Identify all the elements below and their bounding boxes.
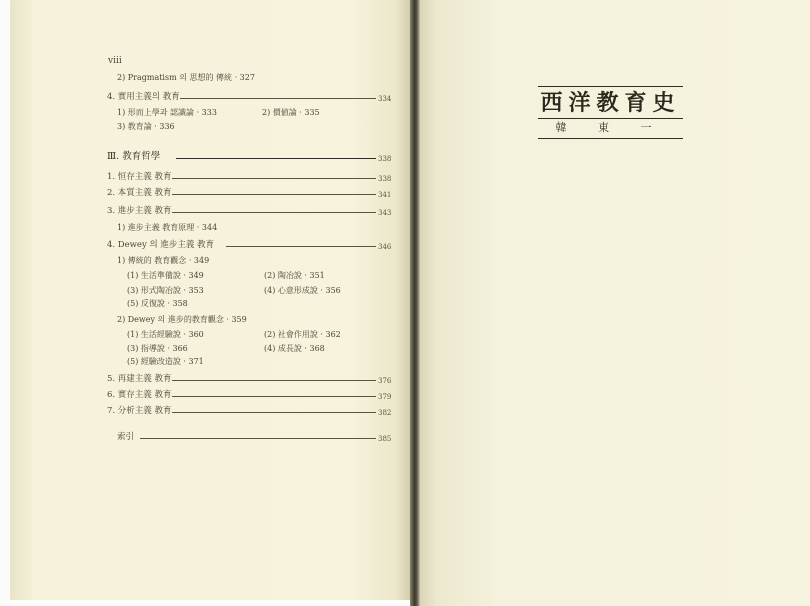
toc-entry: 索引 <box>117 432 135 442</box>
book-author: 韓 東 一 <box>555 121 666 134</box>
toc-entry: 2) Pragmatism 의 思想的 傳統 · 327 <box>117 73 255 82</box>
toc-entry: 7. 分析主義 教育 <box>107 406 172 416</box>
toc-entry: 6. 實存主義 教育 <box>107 390 172 400</box>
book-spine <box>410 0 420 606</box>
leader-line <box>172 412 376 413</box>
toc-entry: 3. 進步主義 教育 <box>107 206 172 216</box>
toc-entry: 2. 本質主義 教育 <box>107 188 172 198</box>
toc-page-number: 379 <box>378 393 392 401</box>
toc-page-number: 341 <box>378 191 392 199</box>
leader-line <box>172 396 376 397</box>
toc-entry: 3) 教育論 · 336 <box>117 122 175 131</box>
scan-edge <box>0 0 10 606</box>
toc-entry: (2) 陶冶說 · 351 <box>264 271 325 280</box>
toc-entry: 1) 進步主義 教育原理 · 344 <box>117 223 218 232</box>
leader-line <box>172 194 376 195</box>
toc-entry: (1) 生活準備說 · 349 <box>127 271 204 280</box>
toc-page-number: 343 <box>378 209 392 217</box>
toc-page-number: 338 <box>378 175 392 183</box>
toc-page-number: 382 <box>378 409 392 417</box>
leader-line <box>172 212 376 213</box>
toc-entry: (4) 心意形成說 · 356 <box>264 286 341 295</box>
leader-line <box>176 158 376 159</box>
toc-entry: 2) 價値論 · 335 <box>262 108 320 117</box>
toc-entry: (3) 指導說 · 366 <box>127 344 188 353</box>
toc-entry: 4. 實用主義의 教育 <box>107 92 180 102</box>
title-rule-bottom <box>538 138 683 139</box>
toc-entry: 2) Dewey 의 進步的教育觀念 · 359 <box>117 315 247 324</box>
toc-entry: 4. Dewey 의 進步主義 教育 <box>107 240 215 250</box>
toc-entry: (4) 成長說 · 368 <box>264 344 325 353</box>
toc-page-number: 334 <box>378 95 392 103</box>
toc-entry: 1) 形而上學과 認識論 · 333 <box>117 108 217 117</box>
leader-line <box>172 178 376 179</box>
toc-entry: (2) 社會作用說 · 362 <box>264 330 341 339</box>
toc-entry: (3) 形式陶冶說 · 353 <box>127 286 204 295</box>
page-number: viii <box>108 56 122 66</box>
leader-line <box>180 98 376 99</box>
leader-line <box>172 380 376 381</box>
title-rule-middle <box>538 118 683 119</box>
toc-page-number: 338 <box>378 155 392 163</box>
leader-line <box>140 438 376 439</box>
toc-entry: 1) 傳統的 教育觀念 · 349 <box>117 256 210 265</box>
toc-entry: (1) 生活經驗說 · 360 <box>127 330 204 339</box>
toc-entry: (5) 經驗改造說 · 371 <box>127 357 204 366</box>
toc-entry: (5) 反復說 · 358 <box>127 299 188 308</box>
left-page <box>10 0 412 600</box>
toc-page-number: 346 <box>378 243 392 251</box>
title-rule-top <box>538 86 683 87</box>
toc-section-heading: Ⅲ. 教育哲學 <box>107 151 161 162</box>
leader-line <box>226 246 376 247</box>
toc-page-number: 376 <box>378 377 392 385</box>
book-title: 西洋教育史 <box>540 90 681 116</box>
toc-entry: 1. 恒存主義 教育 <box>107 172 172 182</box>
toc-page-number: 385 <box>378 435 392 443</box>
toc-entry: 5. 再建主義 教育 <box>107 374 172 384</box>
